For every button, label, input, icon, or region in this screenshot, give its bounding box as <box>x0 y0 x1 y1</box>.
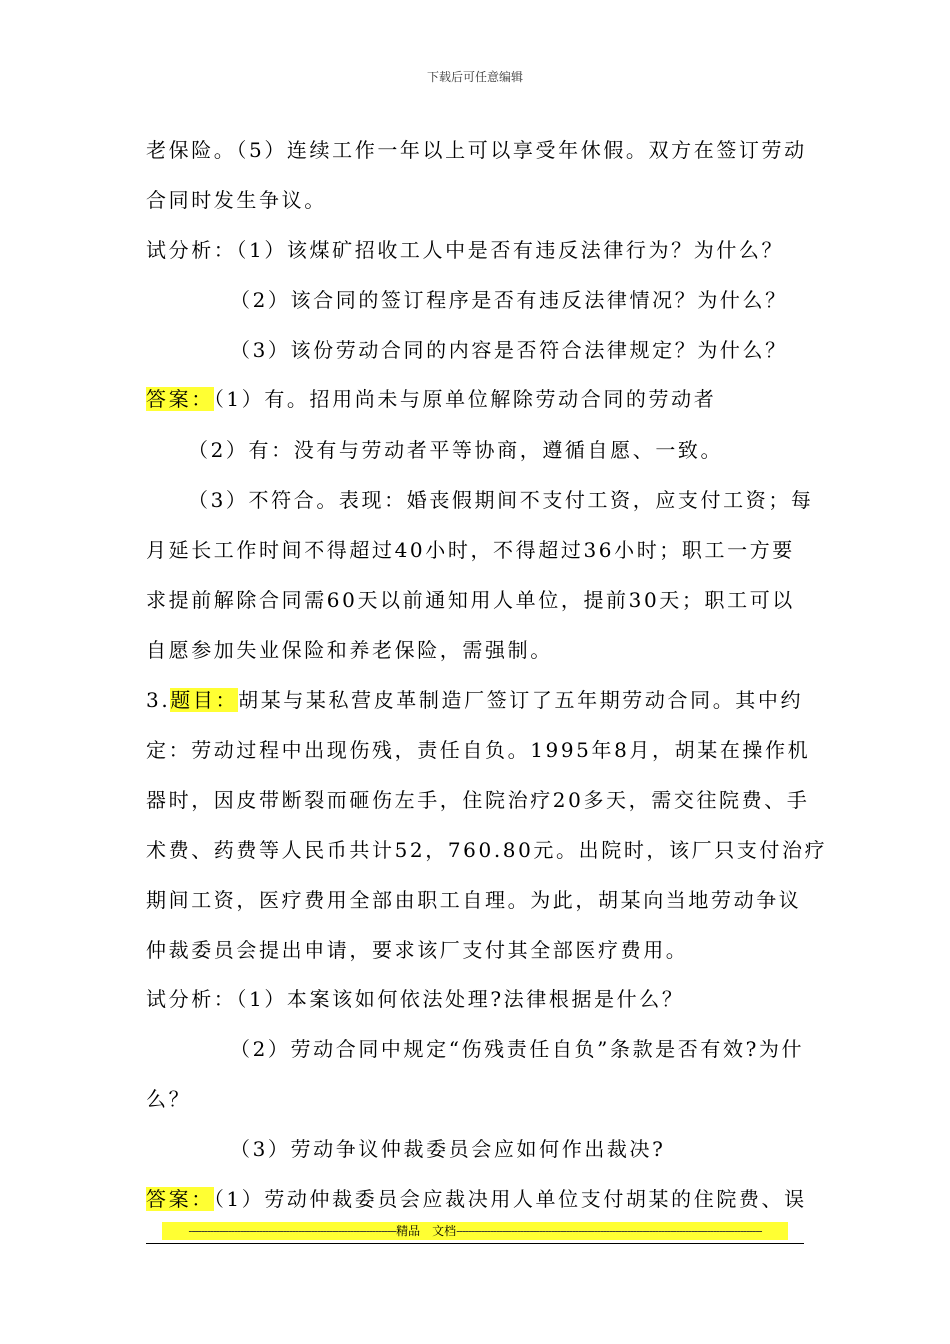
text-line: （1）有。招用尚未与原单位解除劳动合同的劳动者 <box>213 387 717 411</box>
text-line: 定：劳动过程中出现伤残，责任自负。1995年8月，胡某在操作机 <box>146 738 811 762</box>
text-line: （2）有：没有与劳动者平等协商，遵循自愿、一致。 <box>188 438 724 462</box>
text-line: （3）不符合。表现：婚丧假期间不支付工资，应支付工资；每 <box>188 488 814 512</box>
footer-rule <box>146 1243 804 1244</box>
page-footer <box>162 1222 788 1240</box>
text-line: 器时，因皮带断裂而砸伤左手，住院治疗20多天，需交往院费、手 <box>146 788 810 812</box>
text-line: 合同时发生争议。 <box>146 188 327 212</box>
text-line: 术费、药费等人民币共计52，760.80元。出院时，该厂只支付治疗 <box>146 838 828 862</box>
text-line: （2）该合同的签订程序是否有违反法律情况？为什么？ <box>230 288 788 312</box>
text-line: 仲裁委员会提出申请，要求该厂支付其全部医疗费用。 <box>146 938 689 962</box>
question-title-label: 题目： <box>170 688 239 712</box>
footer-dashes-left: -------------------------------------------------------------------- <box>188 1224 397 1238</box>
text-line: （1）劳动仲裁委员会应裁决用人单位支付胡某的住院费、误 <box>213 1187 807 1211</box>
question-line <box>146 687 803 713</box>
answer-line <box>146 1186 807 1212</box>
text-line: 期间工资，医疗费用全部由职工自理。为此，胡某向当地劳动争议 <box>146 888 802 912</box>
text-line: （2）劳动合同中规定“伤残责任自负”条款是否有效?为什 <box>230 1037 805 1061</box>
text-line: 求提前解除合同需60天以前通知用人单位，提前30天；职工可以 <box>146 588 795 612</box>
page-header: 下载后可任意编辑 <box>426 70 523 84</box>
text-line: （3）劳动争议仲裁委员会应如何作出裁决? <box>230 1137 666 1161</box>
question-number: 3. <box>146 688 171 712</box>
footer-dashes-right: ---------------------------------------------------------------------------------------------------- <box>456 1224 762 1238</box>
text-line: 胡某与某私营皮革制造厂签订了五年期劳动合同。其中约 <box>238 688 804 712</box>
text-line: （3）该份劳动合同的内容是否符合法律规定？为什么？ <box>230 338 788 362</box>
text-line: 月延长工作时间不得超过40小时，不得超过36小时；职工一方要 <box>146 538 795 562</box>
footer-text: 精品 文档 <box>396 1224 457 1238</box>
answer-label: 答案： <box>146 387 214 411</box>
answer-line <box>146 386 716 412</box>
answer-label: 答案： <box>146 1187 214 1211</box>
text-line: 老保险。（5）连续工作一年以上可以享受年休假。双方在签订劳动 <box>146 138 807 162</box>
text-line: 试分析：（1）该煤矿招收工人中是否有违反法律行为？为什么？ <box>146 238 785 262</box>
text-line: 自愿参加失业保险和养老保险，需强制。 <box>146 638 553 662</box>
text-line: 么？ <box>146 1087 192 1111</box>
text-line: 试分析：（1）本案该如何依法处理?法律根据是什么？ <box>146 987 685 1011</box>
